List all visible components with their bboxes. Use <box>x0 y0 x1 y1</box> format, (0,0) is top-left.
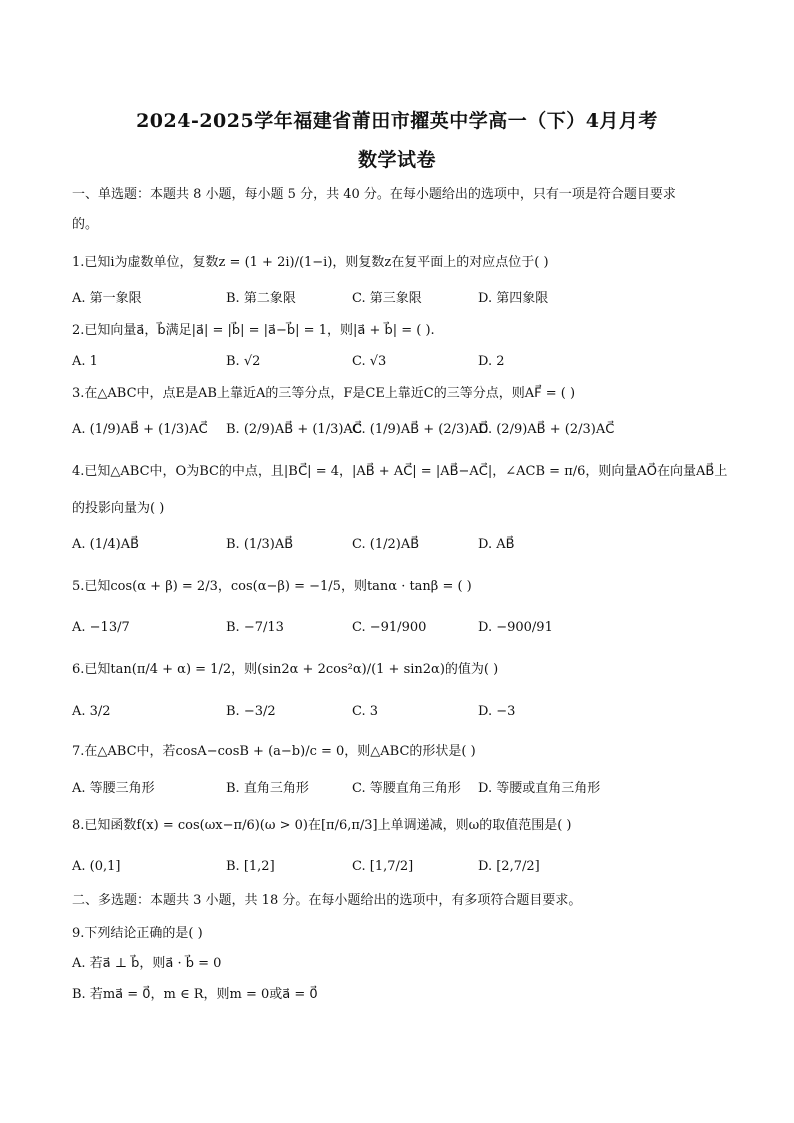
option-b: B. [1,2] <box>226 859 275 874</box>
question-2-options <box>72 353 722 371</box>
option-a: A. (0,1] <box>72 859 121 874</box>
option-c: C. √3 <box>352 354 387 369</box>
exam-title: 2024-2025学年福建省莆田市擢英中学高一（下）4月月考 <box>136 110 658 132</box>
option-c: C. (1/9)AB⃗ + (2/3)AC⃗ <box>352 422 488 437</box>
question-4-stem: 4.已知△ABC中，O为BC的中点，且|BC⃗| = 4，|AB⃗ + AC⃗| = |AB⃗−AC⃗|，∠ACB = π/6，则向量AO⃗在向量AB⃗上 <box>72 464 728 479</box>
option-b: B. √2 <box>226 354 261 369</box>
question-3-stem: 3.在△ABC中，点E是AB上靠近A的三等分点，F是CE上靠近C的三等分点，则AF⃗ = ( ) <box>72 386 576 401</box>
option-c: C. [1,7/2] <box>352 859 414 874</box>
option-b: B. 直角三角形 <box>226 781 309 796</box>
exam-subtitle: 数学试卷 <box>357 149 436 171</box>
section2-heading: 二、多选题：本题共 3 小题，共 18 分。在每小题给出的选项中，有多项符合题目要求。 <box>72 893 582 908</box>
option-b: B. −3/2 <box>226 704 276 719</box>
option-b: B. (1/3)AB⃗ <box>226 537 294 552</box>
question-1-options <box>72 290 722 308</box>
question-6-options <box>72 703 722 721</box>
option-a: A. 等腰三角形 <box>72 781 155 796</box>
option-d: D. 2 <box>478 354 505 369</box>
question-8-options <box>72 858 722 876</box>
option-b: B. (2/9)AB⃗ + (1/3)AC⃗ <box>226 422 362 437</box>
question-4-options <box>72 536 722 554</box>
option-a: A. 3/2 <box>72 704 111 719</box>
option-b: B. 第二象限 <box>226 291 296 306</box>
option-c: C. 3 <box>352 704 379 719</box>
option-c: C. (1/2)AB⃗ <box>352 537 420 552</box>
option-d: D. (2/9)AB⃗ + (2/3)AC⃗ <box>478 422 615 437</box>
option-a: A. −13/7 <box>72 620 130 635</box>
section1-heading: 一、单选题：本题共 8 小题，每小题 5 分，共 40 分。在每小题给出的选项中，只有一项是符合题目要求 <box>72 187 676 202</box>
option-d: D. 等腰或直角三角形 <box>478 781 601 796</box>
option-a: A. 第一象限 <box>72 291 142 306</box>
option-d: D. [2,7/2] <box>478 859 540 874</box>
question-5-options <box>72 619 722 637</box>
question-3-options <box>72 421 722 439</box>
question-9-option-a: A. 若a⃗ ⊥ b⃗，则a⃗ · b⃗ = 0 <box>72 956 222 971</box>
question-9-stem: 9.下列结论正确的是( ) <box>72 926 203 941</box>
option-a: A. (1/9)AB⃗ + (1/3)AC⃗ <box>72 422 208 437</box>
option-d: D. 第四象限 <box>478 291 549 306</box>
option-b: B. −7/13 <box>226 620 284 635</box>
option-c: C. 第三象限 <box>352 291 422 306</box>
section1-heading-cont: 的。 <box>72 217 99 232</box>
question-5-stem: 5.已知cos(α + β) = 2/3，cos(α−β) = −1/5，则tanα · tanβ = ( ) <box>72 579 472 594</box>
option-d: D. AB⃗ <box>478 537 515 552</box>
question-7-options <box>72 780 722 798</box>
question-6-stem: 6.已知tan(π/4 + α) = 1/2，则(sin2α + 2cos²α)/(1 + sin2α)的值为( ) <box>72 662 499 677</box>
option-a: A. (1/4)AB⃗ <box>72 537 140 552</box>
option-c: C. 等腰直角三角形 <box>352 781 461 796</box>
option-a: A. 1 <box>72 354 98 369</box>
option-d: D. −900/91 <box>478 620 553 635</box>
question-8-stem: 8.已知函数f(x) = cos(ωx−π/6)(ω > 0)在[π/6,π/3]上单调递减，则ω的取值范围是( ) <box>72 818 572 833</box>
question-9-option-b: B. 若ma⃗ = 0⃗，m ∈ R，则m = 0或a⃗ = 0⃗ <box>72 987 318 1002</box>
option-d: D. −3 <box>478 704 516 719</box>
question-1-stem: 1.已知i为虚数单位，复数z = (1 + 2i)/(1−i)，则复数z在复平面上的对应点位于( ) <box>72 255 549 270</box>
question-4-stem-cont: 的投影向量为( ) <box>72 501 165 516</box>
question-2-stem: 2.已知向量a⃗，b⃗满足|a⃗| = |b⃗| = |a⃗−b⃗| = 1，则|a⃗ + b⃗| = ( ). <box>72 323 435 338</box>
question-7-stem: 7.在△ABC中，若cosA−cosB + (a−b)/c = 0，则△ABC的形状是( ) <box>72 744 476 759</box>
option-c: C. −91/900 <box>352 620 427 635</box>
